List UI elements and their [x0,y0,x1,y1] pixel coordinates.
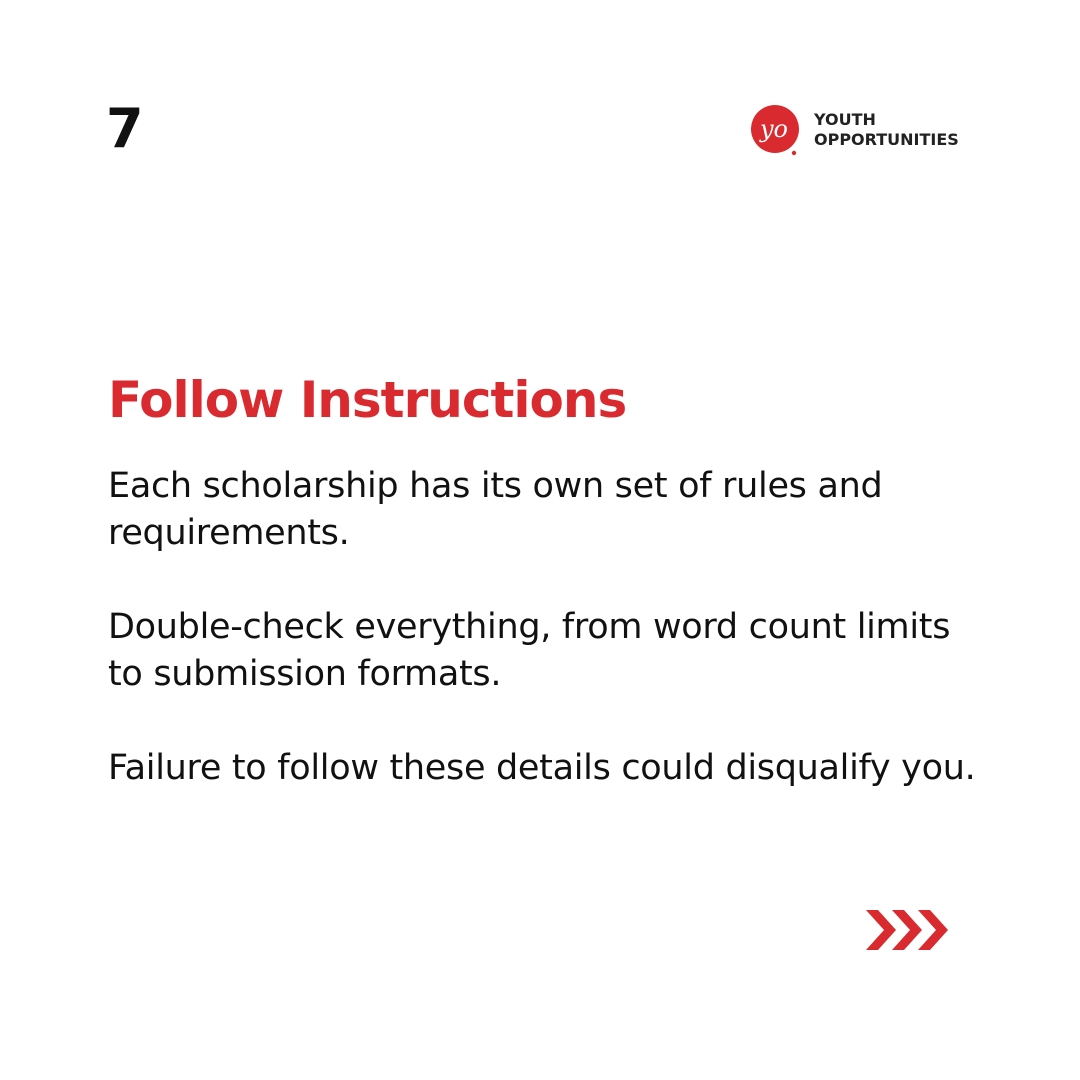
logo-text: yo [759,115,789,143]
brand-name-line2: OPPORTUNITIES [814,130,959,149]
triple-chevron-right-icon[interactable] [866,910,948,950]
paragraph-disqualify: Failure to follow these details could disqualify you. [108,748,976,788]
brand-name-line1: YOUTH [814,110,876,129]
youth-opportunities-logo-icon [750,104,802,156]
main-content [108,370,988,792]
paragraph-double-check: Double-check everything, from word count limits to submission formats. [108,607,951,694]
paragraph-rules: Each scholarship has its own set of rules and requirements. [108,466,883,553]
brand-name [814,110,959,150]
page-title: Follow Instructions [108,371,627,429]
slide-number: 7 [106,97,144,160]
brand-header [750,104,959,156]
